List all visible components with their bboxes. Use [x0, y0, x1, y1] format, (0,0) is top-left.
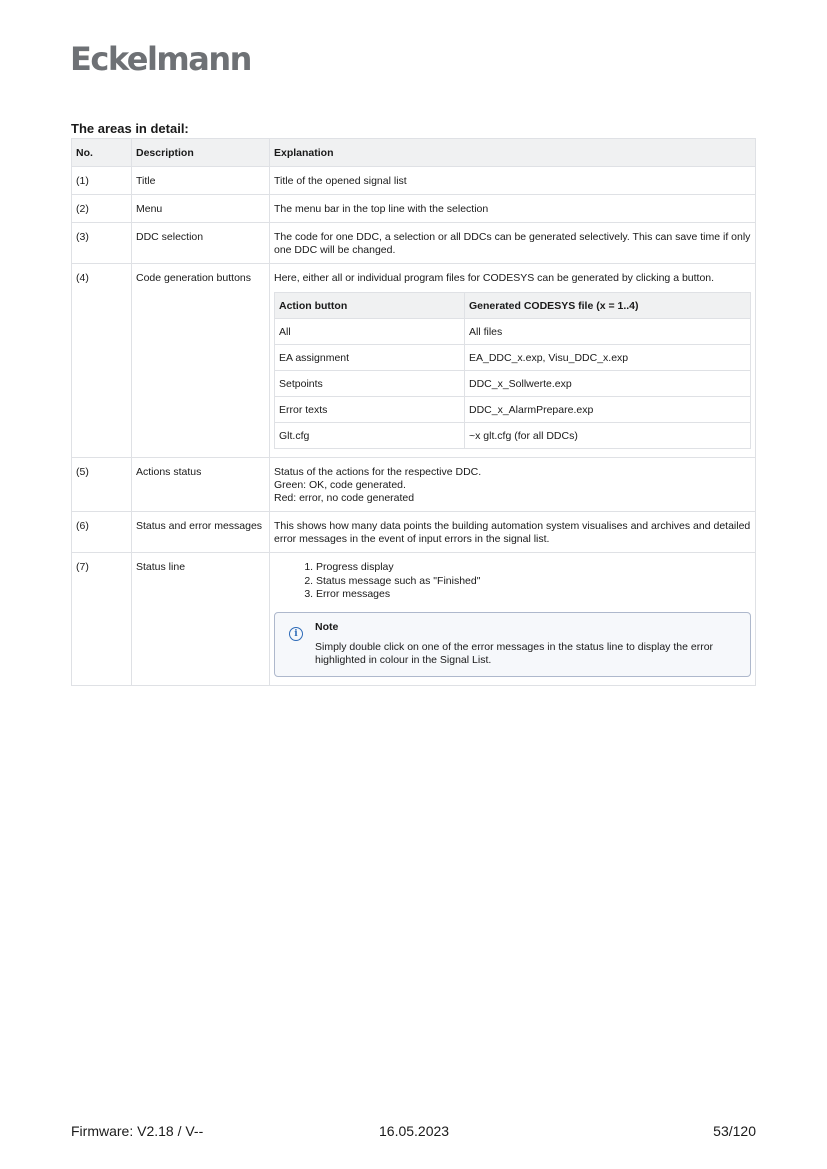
status-line-list — [274, 561, 751, 602]
row-description: DDC selection — [132, 223, 270, 264]
inner-action: Glt.cfg — [275, 423, 465, 449]
row-explanation-cell — [270, 553, 756, 686]
inner-table-row — [275, 319, 751, 345]
header-no: No. — [72, 139, 132, 167]
inner-action: EA assignment — [275, 345, 465, 371]
row-description: Title — [132, 167, 270, 195]
table-row — [72, 512, 756, 553]
row-no: (4) — [72, 264, 132, 458]
list-item: 3. Error messages — [316, 588, 751, 602]
table-row — [72, 167, 756, 195]
row-explanation-line: Status of the actions for the respective DDC. — [274, 466, 482, 478]
action-button-table — [274, 292, 751, 449]
row-description: Code generation buttons — [132, 264, 270, 458]
inner-file: EA_DDC_x.exp, Visu_DDC_x.exp — [465, 345, 751, 371]
inner-table-row — [275, 423, 751, 449]
row-explanation-line: Green: OK, code generated. — [274, 479, 406, 491]
inner-file: DDC_x_Sollwerte.exp — [465, 371, 751, 397]
list-item: 1. Progress display — [316, 561, 751, 575]
row-explanation: Here, either all or individual program files for CODESYS can be generated by clicking a button. — [274, 272, 715, 284]
note-text: Simply double click on one of the error messages in the status line to display the error highlighted in colour in the Signal List. — [315, 640, 714, 666]
eckelmann-logo: Eckelmann — [70, 40, 251, 78]
table-header-row — [72, 139, 756, 167]
section-heading: The areas in detail: — [71, 121, 189, 136]
info-icon: i — [289, 627, 303, 641]
inner-header-row — [275, 293, 751, 319]
row-no: (7) — [72, 553, 132, 686]
row-explanation-line: Red: error, no code generated — [274, 492, 415, 504]
inner-file: ~x glt.cfg (for all DDCs) — [465, 423, 751, 449]
row-description: Menu — [132, 195, 270, 223]
areas-table — [71, 138, 756, 686]
row-explanation: This shows how many data points the building automation system visualises and archives and detailed error messages in the event of input errors in the signal list. — [270, 512, 756, 553]
table-row — [72, 223, 756, 264]
footer-firmware: Firmware: V2.18 / V-- — [71, 1123, 204, 1139]
table-row — [72, 195, 756, 223]
inner-file: All files — [465, 319, 751, 345]
note-panel — [274, 612, 751, 677]
row-description: Status line — [132, 553, 270, 686]
row-description: Actions status — [132, 458, 270, 512]
row-explanation: The menu bar in the top line with the selection — [270, 195, 756, 223]
inner-action: Setpoints — [275, 371, 465, 397]
table-row — [72, 553, 756, 686]
inner-table-row — [275, 345, 751, 371]
inner-table-row — [275, 371, 751, 397]
row-no: (2) — [72, 195, 132, 223]
table-row — [72, 458, 756, 512]
row-no: (3) — [72, 223, 132, 264]
row-explanation: Title of the opened signal list — [270, 167, 756, 195]
inner-header-file: Generated CODESYS file (x = 1..4) — [465, 293, 751, 319]
row-no: (6) — [72, 512, 132, 553]
header-description: Description — [132, 139, 270, 167]
row-explanation-cell — [270, 264, 756, 458]
inner-action: Error texts — [275, 397, 465, 423]
table-row — [72, 264, 756, 458]
inner-table-row — [275, 397, 751, 423]
header-explanation: Explanation — [270, 139, 756, 167]
inner-file: DDC_x_AlarmPrepare.exp — [465, 397, 751, 423]
row-no: (5) — [72, 458, 132, 512]
row-description: Status and error messages — [132, 512, 270, 553]
inner-header-action: Action button — [275, 293, 465, 319]
row-no: (1) — [72, 167, 132, 195]
row-explanation: The code for one DDC, a selection or all DDCs can be generated selectively. This can save time if only one DDC will be changed. — [270, 223, 756, 264]
note-title: Note — [315, 620, 339, 633]
footer-page-number: 53/120 — [713, 1123, 756, 1139]
list-item: 2. Status message such as "Finished" — [316, 575, 751, 589]
footer-date: 16.05.2023 — [379, 1123, 450, 1139]
inner-action: All — [275, 319, 465, 345]
row-explanation-cell — [270, 458, 756, 512]
